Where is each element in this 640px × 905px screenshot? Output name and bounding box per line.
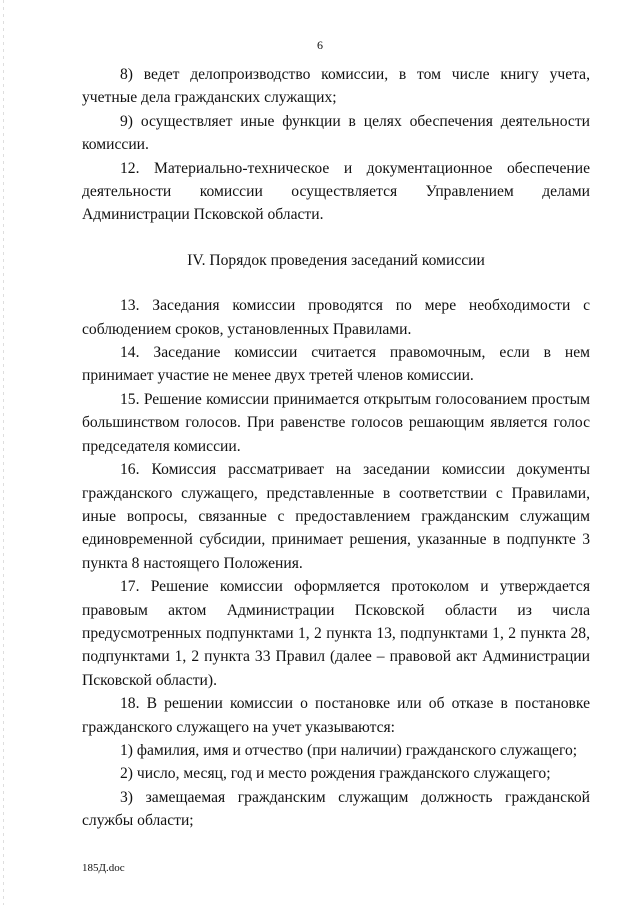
document-body [82, 63, 590, 833]
footer-filename: 185Д.doc [82, 862, 125, 874]
paragraph-18-item-3: 3) замещаемая гражданским служащим должность гражданской службы области; [82, 788, 590, 830]
paragraph-18-item-2: 2) число, месяц, год и место рождения гражданского служащего; [120, 765, 551, 783]
paragraph-item-8: 8) ведет делопроизводство комиссии, в том числе книгу учета, учетные дела гражданских служащих; [82, 66, 590, 107]
page-number: 6 [317, 38, 323, 52]
paragraph-15: 15. Решение комиссии принимается открытым голосованием простым большинством голосов. При равенстве голосов решающим является голос председателя комиссии. [82, 390, 590, 455]
paragraph-12: 12. Материально-техническое и документационное обеспечение деятельности комиссии осуществляется Управлением делами Администрации Псковской области. [82, 159, 590, 224]
paragraph-item-9: 9) осуществляет иные функции в целях обеспечения деятельности комиссии. [82, 112, 590, 154]
paragraph-17: 17. Решение комиссии оформляется протоколом и утверждается правовым актом Администрации Псковской области из числа предусмотренных подпунктами 1, 2 пункта 13, подпунктами 1, 2 пункта 28, подпунктами 1, 2 пункта 33 Правил (далее – правовой акт Администрации Псковской области). [82, 578, 590, 689]
paragraph-14: 14. Заседание комиссии считается правомочным, если в нем принимает участие не менее двух третей членов комиссии. [82, 344, 590, 385]
section-title: IV. Порядок проведения заседаний комиссии [187, 251, 485, 269]
scan-edge [3, 0, 4, 905]
paragraph-18: 18. В решении комиссии о постановке или об отказе в постановке гражданского служащего на учет указываются: [82, 695, 590, 736]
paragraph-13: 13. Заседания комиссии проводятся по мере необходимости с соблюдением сроков, установленных Правилами. [82, 297, 590, 338]
paragraph-16: 16. Комиссия рассматривает на заседании комиссии документы гражданского служащего, представленные в соответствии с Правилами, иные вопросы, связанные с предоставлением гражданским служащим единовременной субсидии, принимает решения, указанные в подпункте 3 пункта 8 настоящего Положения. [82, 461, 590, 572]
paragraph-18-item-1: 1) фамилия, имя и отчество (при наличии) гражданского служащего; [120, 741, 578, 759]
